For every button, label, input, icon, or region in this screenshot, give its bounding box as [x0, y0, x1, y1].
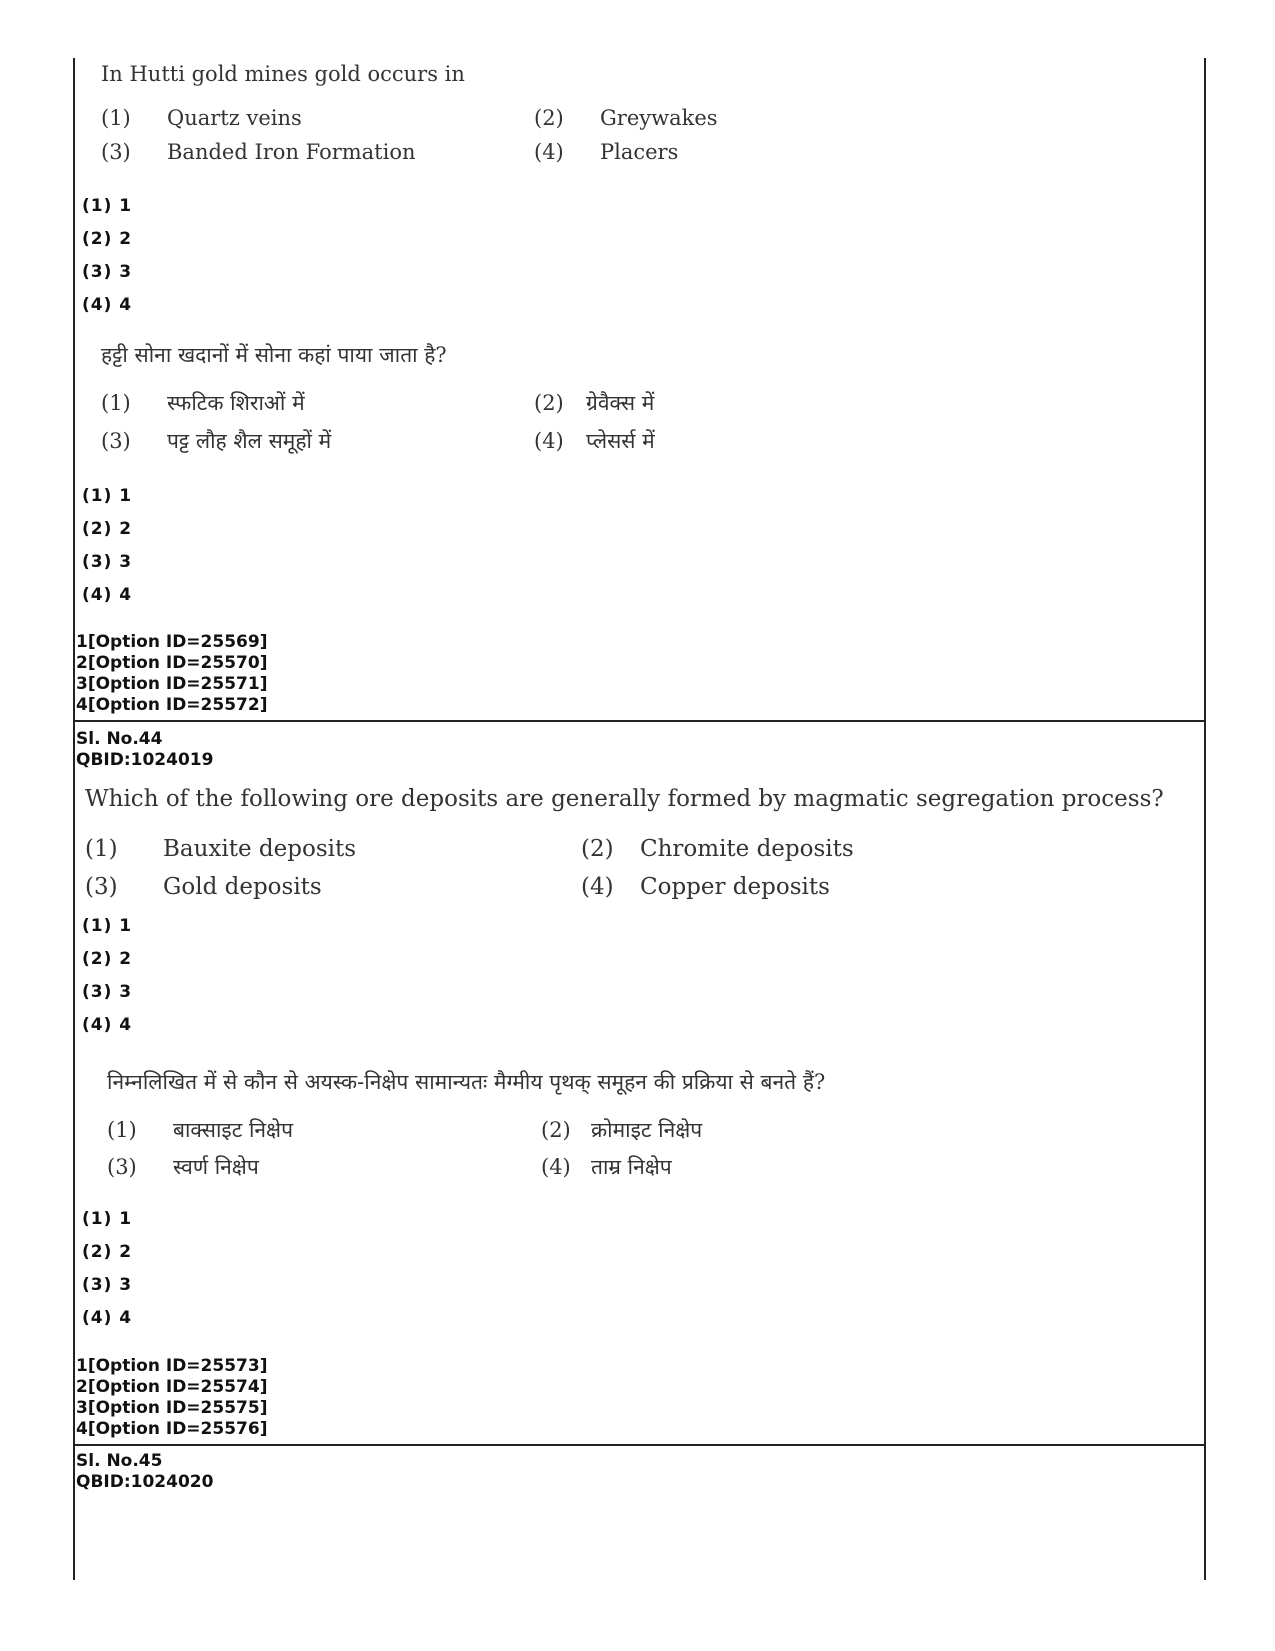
answer-option-1[interactable]: (1) 1: [82, 486, 133, 506]
choice-4-hindi: (4) ताम्र निक्षेप: [541, 1155, 672, 1179]
table-left-border: [73, 58, 75, 1580]
choice-2-english: (2) Chromite deposits: [581, 836, 854, 862]
serial-number: Sl. No.45: [76, 1451, 163, 1471]
choice-1-english: (1) Quartz veins: [101, 106, 302, 130]
answer-option-2[interactable]: (2) 2: [82, 519, 133, 539]
choice-3-hindi: (3) पट्ट लौह शैल समूहों में: [101, 429, 332, 453]
answer-option-4[interactable]: (4) 4: [82, 295, 133, 315]
answer-option-4[interactable]: (4) 4: [82, 1015, 133, 1035]
answer-option-3[interactable]: (3) 3: [82, 1275, 133, 1295]
option-id-4: 4[Option ID=25572]: [76, 695, 268, 715]
answer-option-3[interactable]: (3) 3: [82, 552, 133, 572]
option-id-4: 4[Option ID=25576]: [76, 1419, 268, 1439]
option-id-3: 3[Option ID=25575]: [76, 1398, 268, 1418]
question-stem-hindi: निम्नलिखित में से कौन से अयस्क-निक्षेप सामान्यतः मैग्मीय पृथक् समूहन की प्रक्रिया से बनते हैं?: [107, 1070, 826, 1094]
choice-3-hindi: (3) स्वर्ण निक्षेप: [107, 1155, 259, 1179]
question-header: [76, 729, 213, 771]
question-header: [76, 1451, 213, 1493]
qbid: QBID:1024020: [76, 1472, 214, 1492]
choice-2-english: (2) Greywakes: [534, 106, 718, 130]
answer-option-4[interactable]: (4) 4: [82, 585, 133, 605]
choice-1-hindi: (1) स्फटिक शिराओं में: [101, 391, 305, 415]
option-id-list: [76, 632, 267, 716]
row-divider: [73, 720, 1206, 722]
option-id-1: 1[Option ID=25573]: [76, 1356, 268, 1376]
option-id-list: [76, 1356, 267, 1440]
choice-2-hindi: (2) ग्रेवैक्स में: [534, 391, 655, 415]
option-id-3: 3[Option ID=25571]: [76, 674, 268, 694]
table-right-border: [1204, 58, 1206, 1580]
answer-option-2[interactable]: (2) 2: [82, 229, 133, 249]
choice-4-hindi: (4) प्लेसर्स में: [534, 429, 655, 453]
choice-2-hindi: (2) क्रोमाइट निक्षेप: [541, 1118, 703, 1142]
question-stem-english: In Hutti gold mines gold occurs in: [101, 62, 465, 86]
answer-option-3[interactable]: (3) 3: [82, 262, 133, 282]
question-table: [73, 58, 1206, 1580]
choice-3-english: (3) Banded Iron Formation: [101, 140, 416, 164]
answer-option-1[interactable]: (1) 1: [82, 196, 133, 216]
choice-1-hindi: (1) बाक्साइट निक्षेप: [107, 1118, 294, 1142]
question-stem-hindi: हट्टी सोना खदानों में सोना कहां पाया जाता है?: [101, 343, 447, 367]
answer-option-3[interactable]: (3) 3: [82, 982, 133, 1002]
qbid: QBID:1024019: [76, 750, 214, 770]
choice-4-english: (4) Placers: [534, 140, 679, 164]
option-id-2: 2[Option ID=25570]: [76, 653, 268, 673]
answer-option-1[interactable]: (1) 1: [82, 916, 133, 936]
option-id-2: 2[Option ID=25574]: [76, 1377, 268, 1397]
question-stem-english: Which of the following ore deposits are generally formed by magmatic segregation process?: [85, 786, 1164, 812]
row-divider: [73, 1444, 1206, 1446]
serial-number: Sl. No.44: [76, 729, 163, 749]
choice-3-english: (3) Gold deposits: [85, 874, 322, 900]
answer-option-1[interactable]: (1) 1: [82, 1209, 133, 1229]
answer-option-2[interactable]: (2) 2: [82, 949, 133, 969]
choice-1-english: (1) Bauxite deposits: [85, 836, 357, 862]
option-id-1: 1[Option ID=25569]: [76, 632, 268, 652]
choice-4-english: (4) Copper deposits: [581, 874, 830, 900]
answer-option-4[interactable]: (4) 4: [82, 1308, 133, 1328]
answer-option-2[interactable]: (2) 2: [82, 1242, 133, 1262]
